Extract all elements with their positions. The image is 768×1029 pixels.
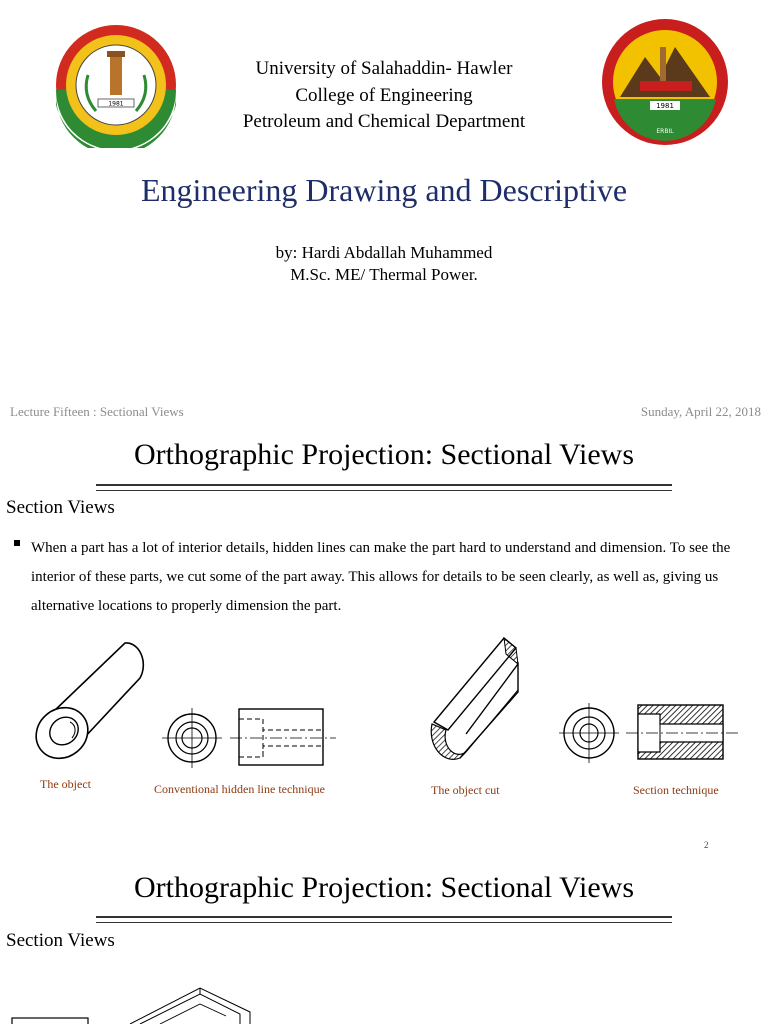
university-name: University of Salahaddin- Hawler	[255, 58, 513, 79]
hidden-line-drawing	[160, 700, 340, 776]
section-heading: Section Views	[6, 497, 115, 518]
course-title: Engineering Drawing and Descriptive	[140, 172, 628, 208]
right-logo	[600, 17, 730, 147]
title-rule	[96, 484, 672, 491]
svg-text:1981: 1981	[108, 100, 124, 108]
college-name: College of Engineering	[295, 84, 473, 106]
university-block	[150, 56, 618, 136]
svg-text:ERBIL: ERBIL	[656, 128, 674, 135]
bullet-marker-icon	[14, 540, 20, 546]
object-drawing	[30, 638, 150, 768]
caption-object: The object	[40, 777, 91, 791]
section-technique-drawing	[556, 700, 742, 770]
author-name: by: Hardi Abdallah Muhammed	[275, 243, 493, 262]
department-name: Petroleum and Chemical Department	[242, 111, 526, 132]
partial-drawing	[0, 984, 260, 1024]
caption-hidden-line: Conventional hidden line technique	[154, 782, 325, 796]
caption-object-cut: The object cut	[431, 783, 500, 797]
author-block	[0, 242, 768, 286]
slide-title: Orthographic Projection: Sectional Views	[133, 438, 635, 471]
object-cut-drawing	[426, 634, 522, 768]
page-number: 2	[704, 840, 709, 850]
erbil-university-seal-icon	[600, 17, 730, 147]
slide-title-3: Orthographic Projection: Sectional Views	[133, 871, 635, 904]
section-heading-3: Section Views	[6, 930, 115, 951]
svg-text:1981: 1981	[656, 102, 674, 110]
caption-section-technique: Section technique	[633, 783, 719, 797]
lecture-header: Lecture Fifteen : Sectional Views	[10, 404, 184, 419]
title-rule-3	[96, 916, 672, 923]
author-degree: M.Sc. ME/ Thermal Power.	[290, 265, 478, 284]
date-header: Sunday, April 22, 2018	[640, 404, 761, 419]
bullet-text: When a part has a lot of interior details, hidden lines can make the part hard to understand and dimension. To see the interior of these parts, we cut some of the part away. This allows for details to be seen clearly, as well as, giving us alternative locations to properly dimension the part.	[31, 540, 731, 614]
